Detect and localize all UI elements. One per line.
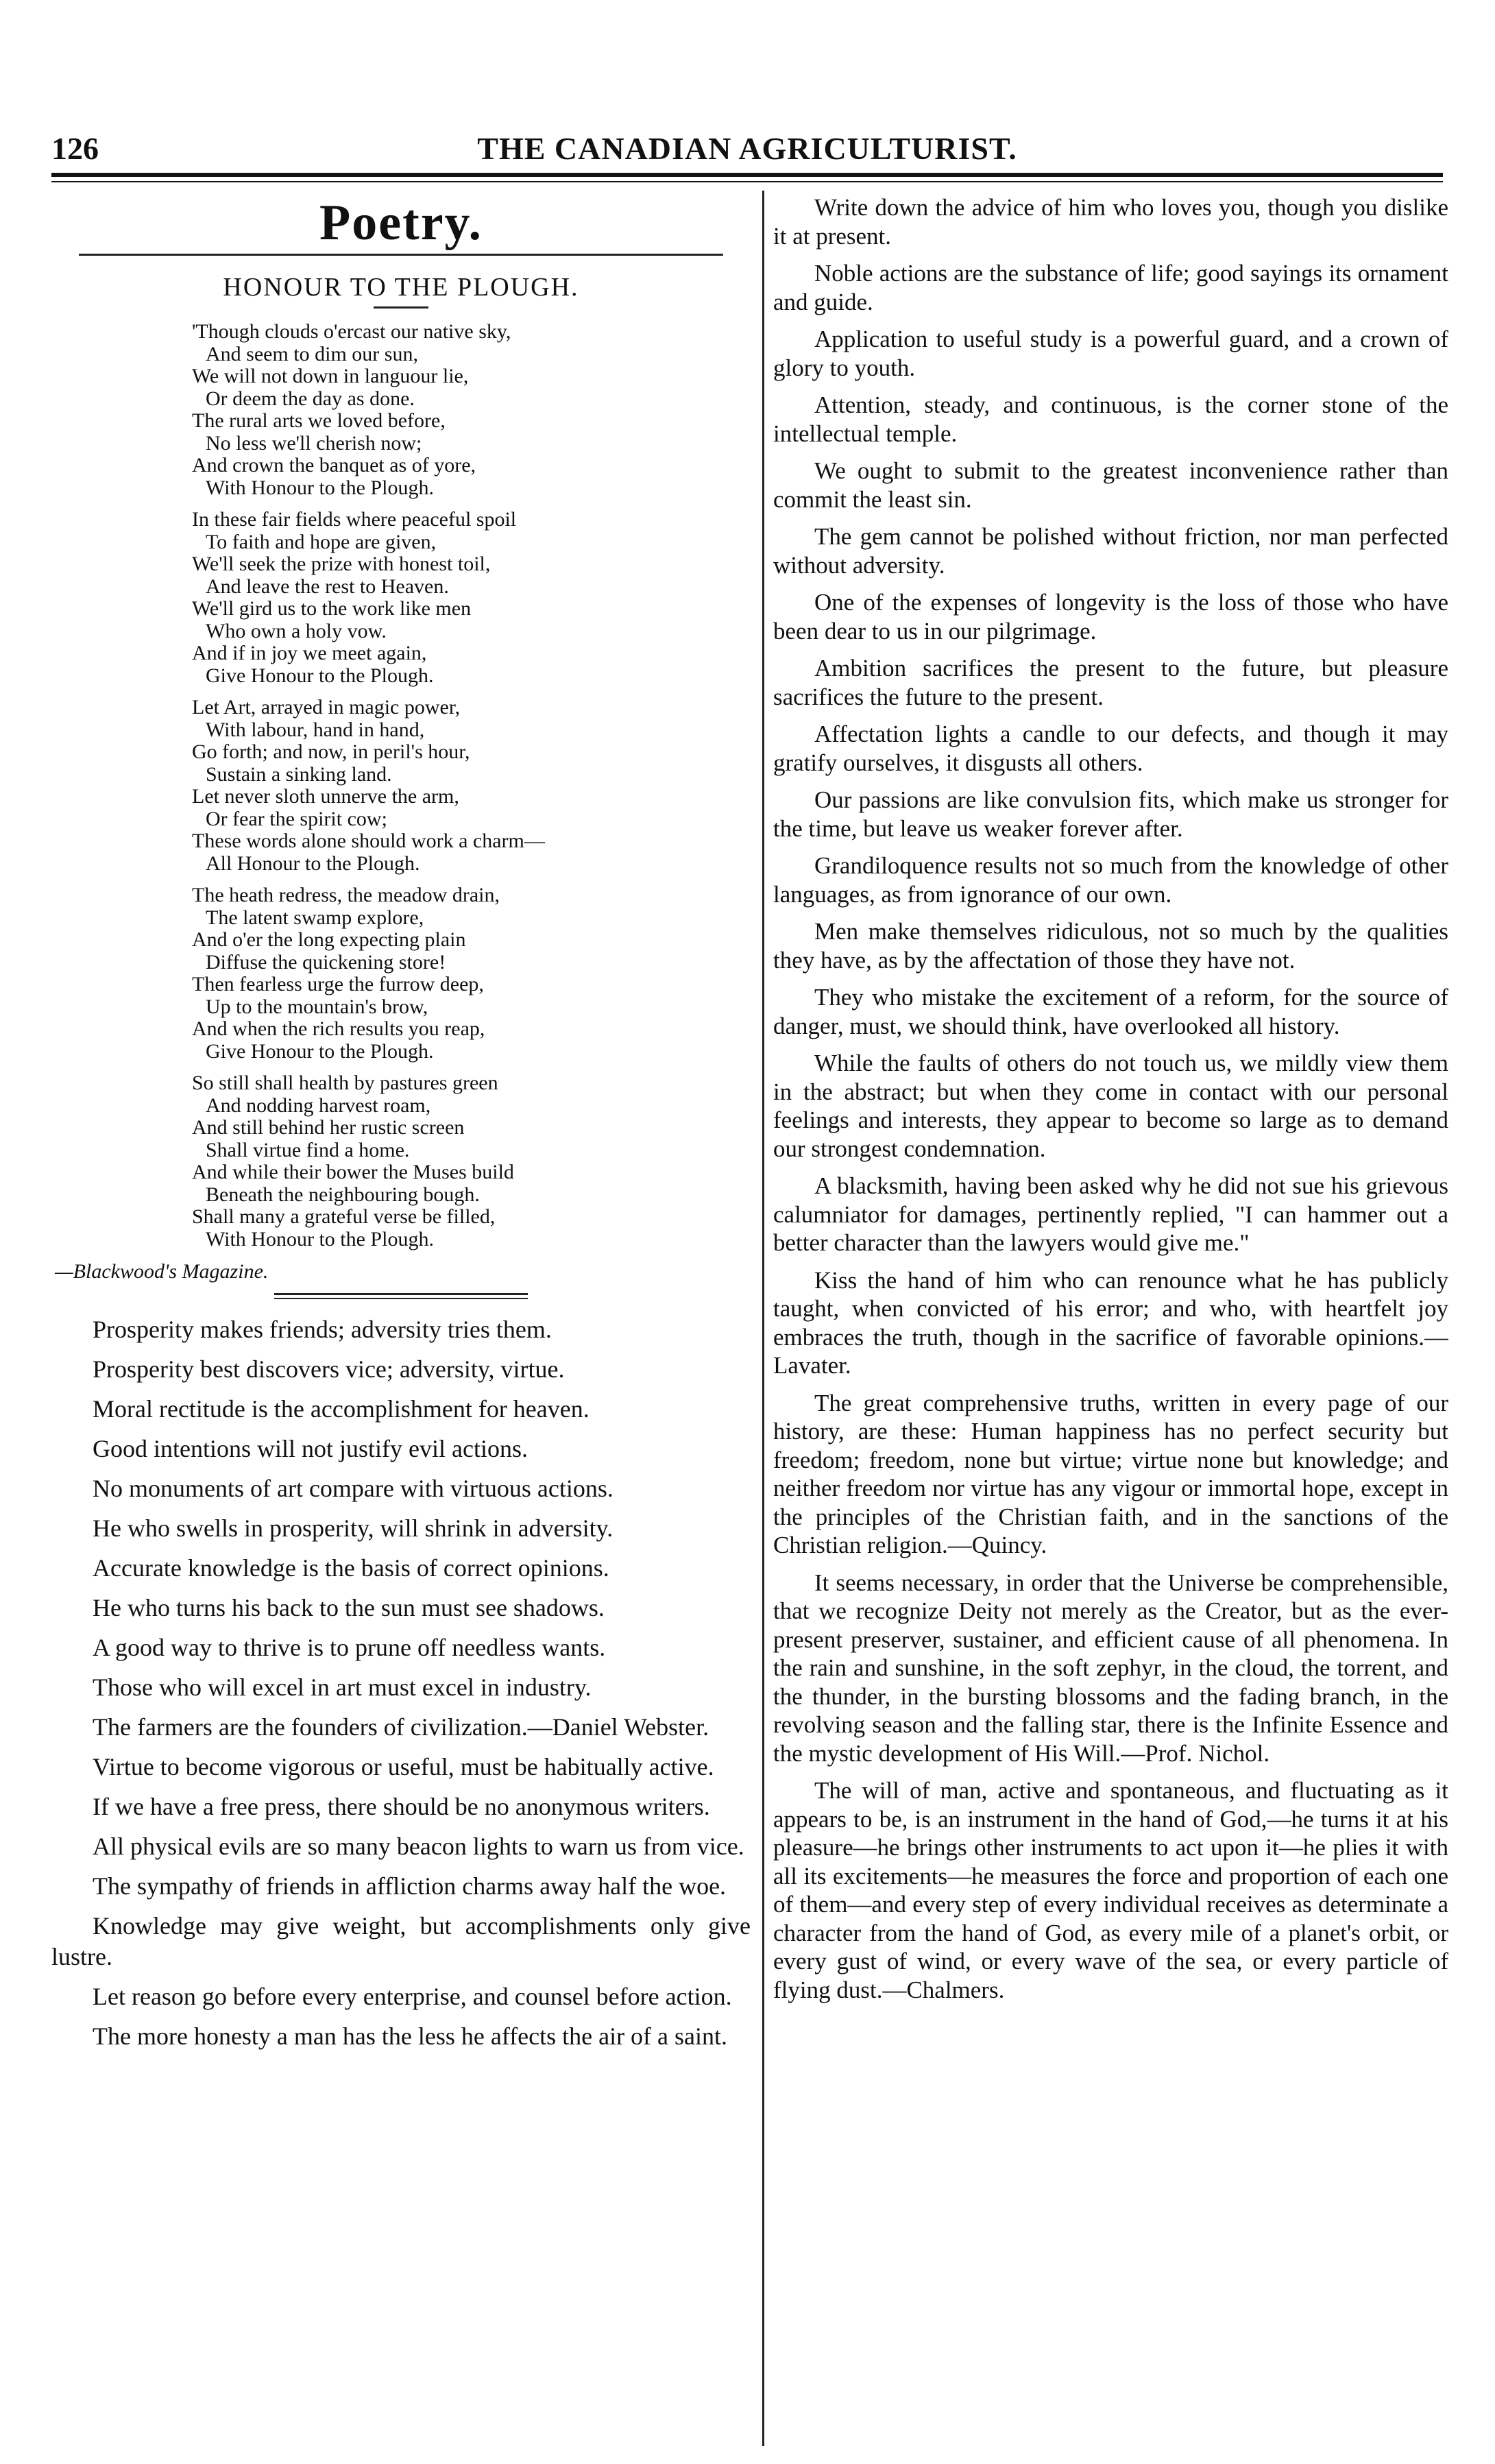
maxim: If we have a free press, there should be no anonymous writers. <box>93 1793 710 1820</box>
maxim: The sympathy of friends in affliction charms away half the woe. <box>93 1872 727 1900</box>
maxim: Knowledge may give weight, but accomplishments only give lustre. <box>51 1912 751 1970</box>
poem-body <box>51 321 751 1251</box>
paragraph: Affectation lights a candle to our defects, and though it may gratify ourselves, it disgusts all others. <box>773 721 1448 776</box>
paragraph: Kiss the hand of him who can renounce what he has publicly taught, when convicted of his error; and who, with heartfelt joy embraces the truth, though in the sacrifice of favorable opinions.—Lavater. <box>773 1266 1448 1379</box>
poem-line: Up to the mountain's brow, <box>206 995 428 1018</box>
poem-line: Then fearless urge the furrow deep, <box>192 973 484 995</box>
poem-line: With labour, hand in hand, <box>206 718 425 741</box>
maxim: Those who will excel in art must excel in industry. <box>93 1674 592 1701</box>
poem-line: Shall virtue find a home. <box>206 1138 410 1161</box>
poem-line: Or fear the spirit cow; <box>206 807 387 830</box>
paragraph: It seems necessary, in order that the Universe be comprehensible, that we recognize Deity not merely as the Creator, but as the ever-present preserver, sustainer, and efficient cause of all phenomena. In the rain and sunshine, in the soft zephyr, in the cloud, the torrent, and the thunder, in the bursting blossoms and the fading branch, in the revolving season and the falling star, there is the Infinite Essence and the mystic development of His Will.—Prof. Nichol. <box>773 1569 1448 1767</box>
maxim: No monuments of art compare with virtuous actions. <box>93 1475 613 1502</box>
header-rule <box>51 173 1443 177</box>
header-rule-thin <box>51 181 1443 182</box>
poem-line: Let Art, arrayed in magic power, <box>192 696 461 718</box>
paragraph: A blacksmith, having been asked why he did not sue his grievous calumniator for damages, pertinently replied, "I can hammer out a better character than the lawyers would give me." <box>773 1172 1448 1256</box>
poem-source: —Blackwood's Magazine. <box>55 1260 269 1283</box>
paragraph: Grandiloquence results not so much from the knowledge of other languages, as from ignorance of our own. <box>773 852 1448 908</box>
poem-line: We'll seek the prize with honest toil, <box>192 553 491 575</box>
paragraph: While the faults of others do not touch us, we mildly view them in the abstract; but when they come in contact with our personal feelings and interests, they appear to become so large as to demand our strongest condemnation. <box>773 1050 1448 1162</box>
maxim: Prosperity makes friends; adversity tries them. <box>93 1316 552 1343</box>
paragraph: The gem cannot be polished without friction, nor man perfected without adversity. <box>773 523 1448 579</box>
paragraph: Write down the advice of him who loves you, though you dislike it at present. <box>773 194 1448 250</box>
journal-title: THE CANADIAN AGRICULTURIST. <box>477 131 1017 166</box>
poem-line: So still shall health by pastures green <box>192 1072 498 1094</box>
poem-line: Who own a holy vow. <box>206 619 387 642</box>
paragraph: We ought to submit to the greatest inconvenience rather than commit the least sin. <box>773 457 1448 513</box>
poem-line: We will not down in languour lie, <box>192 365 469 387</box>
poem-line: No less we'll cherish now; <box>206 431 422 455</box>
poem-line: These words alone should work a charm— <box>192 830 545 852</box>
poem-line: Beneath the neighbouring bough. <box>206 1183 480 1206</box>
poem-stanza <box>51 1072 751 1251</box>
poem-line: Give Honour to the Plough. <box>206 1039 434 1063</box>
maxim: Let reason go before every enterprise, and counsel before action. <box>93 1983 732 2010</box>
poem-line: Sustain a sinking land. <box>206 762 392 786</box>
section-rule <box>79 254 723 267</box>
poem-line: Diffuse the quickening store! <box>206 950 446 974</box>
poem-line: And o'er the long expecting plain <box>192 928 466 951</box>
paragraph: Application to useful study is a powerful guard, and a crown of glory to youth. <box>773 326 1448 381</box>
paragraph: Attention, steady, and continuous, is the corner stone of the intellectual temple. <box>773 391 1448 447</box>
poem-line: And seem to dim our sun, <box>206 342 418 365</box>
poem-line: With Honour to the Plough. <box>206 476 434 499</box>
maxim: All physical evils are so many beacon lights to warn us from vice. <box>93 1833 744 1860</box>
poem-stanza <box>51 697 751 875</box>
poem-line: Give Honour to the Plough. <box>206 664 434 687</box>
maxim: Moral rectitude is the accomplishment for heaven. <box>93 1395 590 1423</box>
maxim: He who swells in prosperity, will shrink in adversity. <box>93 1514 613 1542</box>
poem-line: The latent swamp explore, <box>206 906 424 929</box>
paragraph: Noble actions are the substance of life; good sayings its ornament and guide. <box>773 260 1448 315</box>
poem-line: All Honour to the Plough. <box>206 851 420 875</box>
poem-stanza <box>51 321 751 499</box>
left-column <box>51 192 751 2448</box>
poem-line: In these fair fields where peaceful spoil <box>192 508 517 531</box>
column-divider <box>762 191 764 2446</box>
poem-stanza <box>51 884 751 1063</box>
paragraph: Ambition sacrifices the present to the future, but pleasure sacrifices the future to the present. <box>773 655 1448 710</box>
poem-line: The heath redress, the meadow drain, <box>192 884 500 906</box>
poem-line: And if in joy we meet again, <box>192 642 427 664</box>
right-column <box>773 193 1448 2449</box>
poem-line: Let never sloth unnerve the arm, <box>192 785 459 808</box>
poem-line: And while their bower the Muses build <box>192 1161 514 1183</box>
maxim: The more honesty a man has the less he affects the air of a saint. <box>93 2022 728 2050</box>
paragraph: Men make themselves ridiculous, not so much by the qualities they have, as by the affectation of those they have not. <box>773 918 1448 974</box>
maxim: Prosperity best discovers vice; adversity, virtue. <box>93 1355 565 1383</box>
maxim: Virtue to become vigorous or useful, must be habitually active. <box>93 1753 714 1780</box>
poem-line: And when the rich results you reap, <box>192 1017 485 1040</box>
poem-line: 'Though clouds o'ercast our native sky, <box>192 320 511 343</box>
poem-line: To faith and hope are given, <box>206 530 437 553</box>
paragraph: They who mistake the excitement of a reform, for the source of danger, must, we should think, have overlooked all history. <box>773 984 1448 1039</box>
maxim: Accurate knowledge is the basis of correct opinions. <box>93 1554 609 1582</box>
poem-title-rule <box>374 306 428 309</box>
poem-line: And leave the rest to Heaven. <box>206 575 449 598</box>
page-number: 126 <box>51 131 99 166</box>
poem-title: HONOUR TO THE PLOUGH. <box>223 273 579 302</box>
poem-end-rule <box>274 1293 528 1295</box>
poem-line: And crown the banquet as of yore, <box>192 454 476 476</box>
maxim: The farmers are the founders of civilization.—Daniel Webster. <box>93 1713 709 1741</box>
poem-line: And nodding harvest roam, <box>206 1094 431 1117</box>
poem-line: We'll gird us to the work like men <box>192 597 472 620</box>
poem-line: The rural arts we loved before, <box>192 409 446 432</box>
poem-line: Go forth; and now, in peril's hour, <box>192 740 470 763</box>
poem-stanza <box>51 509 751 687</box>
paragraph: The great comprehensive truths, written in every page of our history, are these: Human happiness has no perfect security but freedom; freedom, none but virtue; virtue none but knowledge; and neither freedom nor virtue has any vigour or immortal hope, except in the principles of the Christian faith, and in the sanctions of the Christian religion.—Quincy. <box>773 1389 1448 1558</box>
section-title: Poetry. <box>319 195 483 251</box>
paragraph: One of the expenses of longevity is the loss of those who have been dear to us in our pilgrimage. <box>773 589 1448 644</box>
page-header <box>51 130 1443 165</box>
maxim: He who turns his back to the sun must see shadows. <box>93 1594 605 1621</box>
maxim: Good intentions will not justify evil actions. <box>93 1435 528 1462</box>
maxims-list <box>51 1314 751 2052</box>
paragraph: Our passions are like convulsion fits, which make us stronger for the time, but leave us weaker forever after. <box>773 786 1448 842</box>
maxim: A good way to thrive is to prune off needless wants. <box>93 1634 606 1661</box>
poem-line: With Honour to the Plough. <box>206 1227 434 1251</box>
poem-line: Shall many a grateful verse be filled, <box>192 1205 496 1228</box>
poem-line: Or deem the day as done. <box>206 387 415 410</box>
poem-end-rule-thin <box>274 1298 528 1299</box>
paragraph: The will of man, active and spontaneous, and fluctuating as it appears to be, is an instrument in the hand of God,—he turns it at his pleasure—he brings other instruments to act upon it—he plies it with all its excitements—he measures the force and proportion of each one of them—and every step of every individual receives as determinate a character from the hand of God, as every mile of a planet's orbit, or every gust of wind, or every wave of the sea, or every particle of flying dust.—Chalmers. <box>773 1777 1448 2003</box>
poem-line: And still behind her rustic screen <box>192 1116 465 1139</box>
